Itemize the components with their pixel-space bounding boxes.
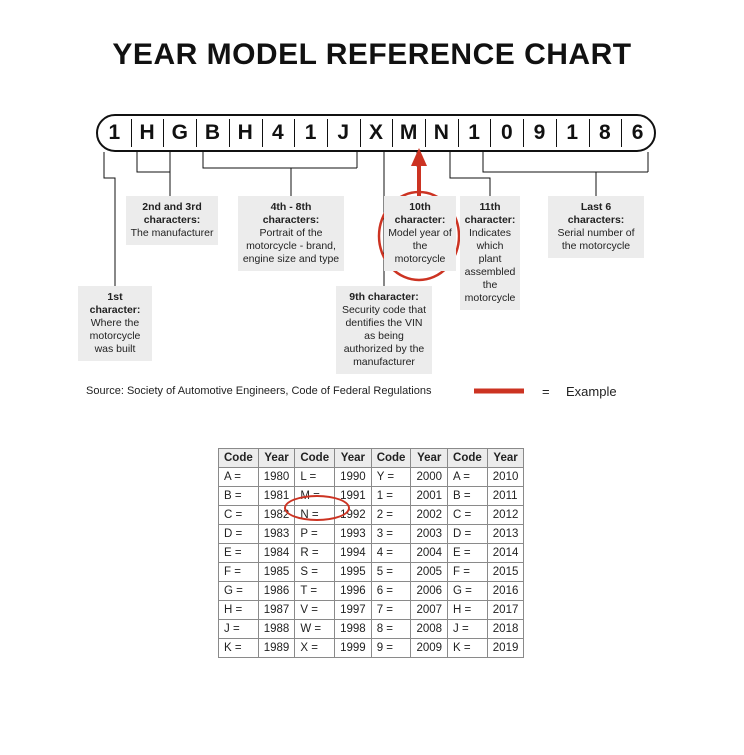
callout-heading: 10th character: xyxy=(394,201,446,226)
table-row xyxy=(219,506,524,525)
callout-text: Indicates which plant assembled the motorcycle xyxy=(464,227,516,304)
code-cell: F = xyxy=(448,563,488,582)
column-header: Year xyxy=(335,449,372,468)
year-cell: 2007 xyxy=(411,601,448,620)
vin-character: 1 xyxy=(294,116,327,150)
vin-character: 4 xyxy=(262,116,295,150)
year-cell: 1998 xyxy=(335,620,372,639)
code-cell: H = xyxy=(448,601,488,620)
year-code-table xyxy=(218,448,524,658)
vin-character: G xyxy=(163,116,196,150)
code-cell: S = xyxy=(295,563,335,582)
callout-text: Serial number of the motorcycle xyxy=(557,227,635,252)
code-cell: T = xyxy=(295,582,335,601)
year-cell: 2006 xyxy=(411,582,448,601)
vin-character: H xyxy=(229,116,262,150)
code-cell: E = xyxy=(448,544,488,563)
code-cell: V = xyxy=(295,601,335,620)
code-cell: J = xyxy=(448,620,488,639)
table-row xyxy=(219,563,524,582)
year-cell: 1993 xyxy=(335,525,372,544)
code-cell: J = xyxy=(219,620,259,639)
year-cell: 1994 xyxy=(335,544,372,563)
vin-character: 1 xyxy=(458,116,491,150)
code-cell: Y = xyxy=(371,468,411,487)
table-row xyxy=(219,487,524,506)
callout-11th-character xyxy=(460,196,520,310)
code-cell: X = xyxy=(295,639,335,658)
year-cell: 2009 xyxy=(411,639,448,658)
code-cell: G = xyxy=(448,582,488,601)
year-cell: 2011 xyxy=(487,487,524,506)
code-cell: A = xyxy=(448,468,488,487)
year-cell-highlighted: 1991 xyxy=(335,487,372,506)
year-cell: 2012 xyxy=(487,506,524,525)
vin-character: X xyxy=(360,116,393,150)
vin-character-model-year: M xyxy=(392,116,425,150)
year-cell: 1992 xyxy=(335,506,372,525)
code-cell: E = xyxy=(219,544,259,563)
year-cell: 1988 xyxy=(258,620,295,639)
vin-character: 6 xyxy=(621,116,654,150)
vin-character: 1 xyxy=(108,121,121,144)
code-cell: 4 = xyxy=(371,544,411,563)
example-arrow xyxy=(411,148,427,198)
year-cell: 2019 xyxy=(487,639,524,658)
code-cell: B = xyxy=(219,487,259,506)
code-cell: P = xyxy=(295,525,335,544)
year-cell: 2010 xyxy=(487,468,524,487)
code-cell: 8 = xyxy=(371,620,411,639)
code-cell: K = xyxy=(448,639,488,658)
year-cell: 1989 xyxy=(258,639,295,658)
callout-text: Where the motorcycle was built xyxy=(89,317,141,355)
code-cell: 2 = xyxy=(371,506,411,525)
year-cell: 1981 xyxy=(258,487,295,506)
code-cell: W = xyxy=(295,620,335,639)
year-cell: 1983 xyxy=(258,525,295,544)
source-note: Source: Society of Automotive Engineers, Code of Federal Regulations xyxy=(86,385,432,397)
callout-2nd-3rd-characters xyxy=(126,196,218,245)
table-row xyxy=(219,639,524,658)
year-cell: 2017 xyxy=(487,601,524,620)
callout-last-6-characters xyxy=(548,196,644,258)
callout-9th-character xyxy=(336,286,432,374)
code-cell: G = xyxy=(219,582,259,601)
callout-1st-character xyxy=(78,286,152,361)
year-cell: 2015 xyxy=(487,563,524,582)
callout-text: Security code that dentifies the VIN as being authorized by the manufacturer xyxy=(341,304,427,368)
year-cell: 2004 xyxy=(411,544,448,563)
legend-label: Example xyxy=(566,384,617,399)
callout-heading: Last 6 characters: xyxy=(567,201,625,226)
table-row xyxy=(219,525,524,544)
code-cell: F = xyxy=(219,563,259,582)
column-header: Year xyxy=(487,449,524,468)
year-cell: 2013 xyxy=(487,525,524,544)
column-header: Code xyxy=(448,449,488,468)
callout-heading: 11th character: xyxy=(464,201,516,226)
code-cell: 3 = xyxy=(371,525,411,544)
year-cell: 1997 xyxy=(335,601,372,620)
column-header: Code xyxy=(371,449,411,468)
vin-character: 8 xyxy=(589,116,622,150)
vin-character: J xyxy=(327,116,360,150)
table-row xyxy=(219,544,524,563)
legend-equals-sign: = xyxy=(542,384,550,399)
vin-character: 0 xyxy=(490,116,523,150)
column-header: Year xyxy=(258,449,295,468)
year-cell: 2018 xyxy=(487,620,524,639)
column-header: Code xyxy=(295,449,335,468)
callout-heading: 9th character: xyxy=(349,291,419,303)
year-cell: 1995 xyxy=(335,563,372,582)
callout-heading: 1st character: xyxy=(89,291,141,316)
year-cell: 1980 xyxy=(258,468,295,487)
vin-character: H xyxy=(131,116,164,150)
callout-text: Model year of the motorcycle xyxy=(388,227,452,265)
year-cell: 1986 xyxy=(258,582,295,601)
year-cell: 1985 xyxy=(258,563,295,582)
year-cell: 2000 xyxy=(411,468,448,487)
callout-text: The manufacturer xyxy=(130,227,214,239)
code-cell: L = xyxy=(295,468,335,487)
code-cell: 1 = xyxy=(371,487,411,506)
code-cell: 6 = xyxy=(371,582,411,601)
code-cell: 7 = xyxy=(371,601,411,620)
year-cell: 1996 xyxy=(335,582,372,601)
year-cell: 2016 xyxy=(487,582,524,601)
callout-text: Portrait of the motorcycle - brand, engine size and type xyxy=(242,227,340,265)
callout-heading: 4th - 8th characters: xyxy=(262,201,320,226)
code-cell-highlighted: M = xyxy=(295,487,335,506)
code-cell: K = xyxy=(219,639,259,658)
code-cell: D = xyxy=(448,525,488,544)
year-cell: 1990 xyxy=(335,468,372,487)
table-row xyxy=(219,601,524,620)
year-cell: 2002 xyxy=(411,506,448,525)
vin-character: 9 xyxy=(523,116,556,150)
code-cell: A = xyxy=(219,468,259,487)
year-cell: 2005 xyxy=(411,563,448,582)
table-row xyxy=(219,582,524,601)
callout-heading: 2nd and 3rd characters: xyxy=(142,201,202,226)
column-header: Year xyxy=(411,449,448,468)
code-cell: C = xyxy=(219,506,259,525)
code-cell: R = xyxy=(295,544,335,563)
code-cell: N = xyxy=(295,506,335,525)
code-cell: C = xyxy=(448,506,488,525)
vin-character: B xyxy=(196,116,229,150)
year-cell: 1987 xyxy=(258,601,295,620)
code-cell: H = xyxy=(219,601,259,620)
code-cell: 9 = xyxy=(371,639,411,658)
vin-character: N xyxy=(425,116,458,150)
code-cell: B = xyxy=(448,487,488,506)
year-cell: 2014 xyxy=(487,544,524,563)
year-cell: 2008 xyxy=(411,620,448,639)
code-cell: 5 = xyxy=(371,563,411,582)
vin-character: 1 xyxy=(556,116,589,150)
column-header: Code xyxy=(219,449,259,468)
table-row xyxy=(219,620,524,639)
year-cell: 2001 xyxy=(411,487,448,506)
callout-4th-8th-characters xyxy=(238,196,344,271)
table-header-row xyxy=(219,449,524,468)
page-title: YEAR MODEL REFERENCE CHART xyxy=(112,38,632,71)
vin-number-bar xyxy=(96,114,656,152)
year-cell: 1984 xyxy=(258,544,295,563)
table-row xyxy=(219,468,524,487)
code-cell: D = xyxy=(219,525,259,544)
year-cell: 1982 xyxy=(258,506,295,525)
callout-10th-character xyxy=(384,196,456,271)
year-cell: 2003 xyxy=(411,525,448,544)
year-cell: 1999 xyxy=(335,639,372,658)
